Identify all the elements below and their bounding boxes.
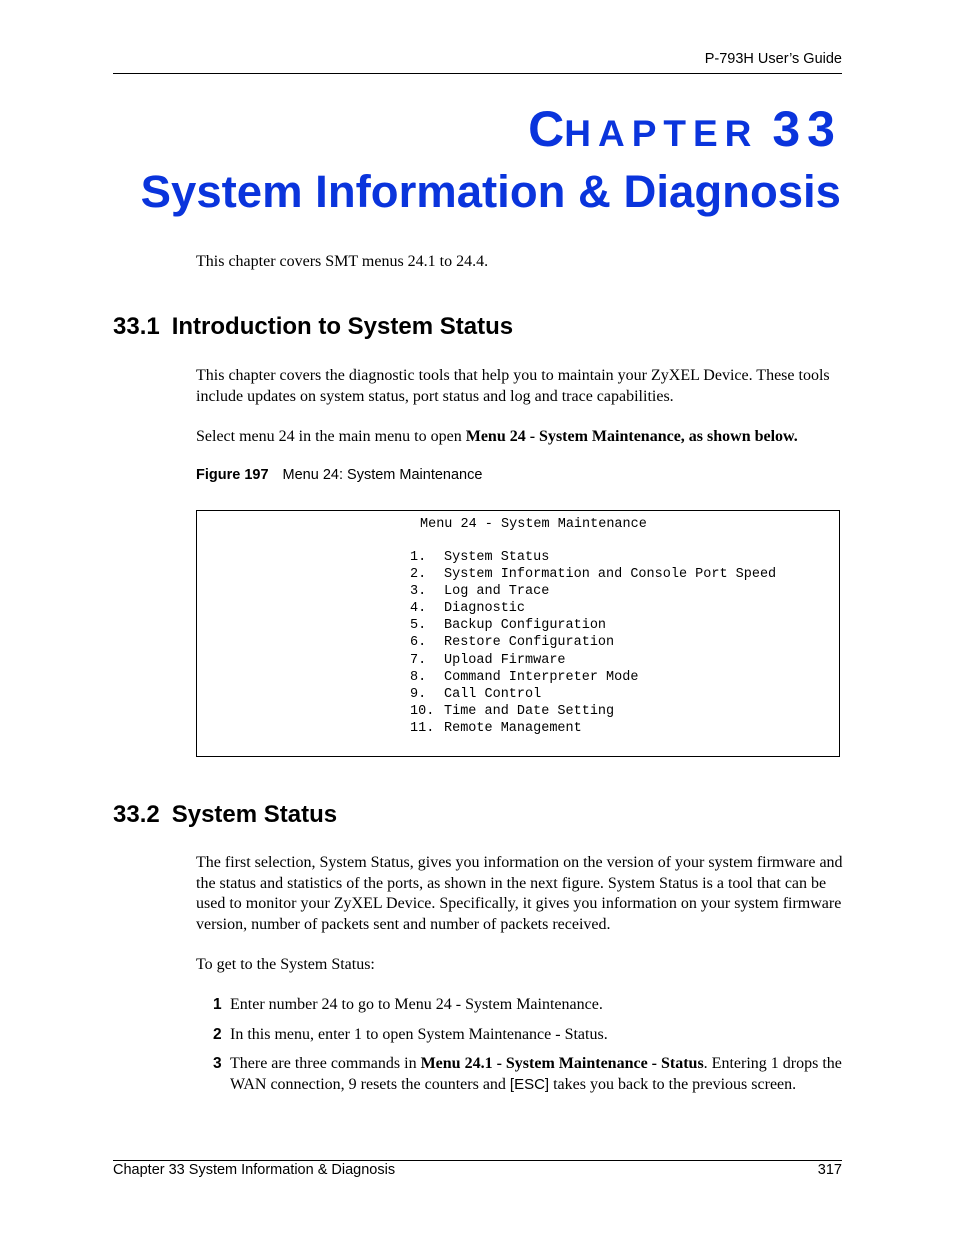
figure-caption-text: Menu 24: System Maintenance [282, 467, 483, 483]
section-heading-33-1 [113, 313, 513, 341]
menu-item-label: Restore Configuration [444, 635, 615, 651]
menu-item-label: System Information and Console Port Speed [444, 567, 777, 583]
step-text: Enter number 24 to go to Menu 24 - System Maintenance. [230, 996, 603, 1013]
footer-page-number: 317 [817, 1162, 842, 1178]
step-text [230, 1054, 845, 1095]
menu-item [410, 669, 776, 686]
menu-item-number: 9. [410, 686, 427, 702]
section-title: Introduction to System Status [171, 313, 514, 340]
section2-paragraph-2: To get to the System Status: [196, 956, 375, 973]
menu-item-number: 4. [410, 601, 427, 617]
section-number: 33.2 [113, 801, 160, 828]
step-text-part: takes you back to the previous screen. [549, 1075, 797, 1093]
step-number: 1 [213, 996, 222, 1013]
section-number: 33.1 [113, 313, 160, 340]
menu-item-number: 7. [410, 652, 427, 668]
section1-paragraph-2 [196, 427, 844, 448]
menu-item-label: Backup Configuration [444, 618, 607, 634]
menu-item-label: System Status [444, 550, 550, 565]
menu-item-label: Remote Management [444, 720, 582, 736]
chapter-label-rest: HAPTER [564, 113, 759, 154]
chapter-title: System Information & Diagnosis [140, 166, 841, 217]
section-title: System Status [171, 801, 338, 828]
footer-chapter-text: Chapter 33 System Information & Diagnosis [113, 1162, 396, 1178]
step-text-bold: Menu 24.1 - System Maintenance - Status [420, 1055, 704, 1072]
menu-item [410, 634, 776, 651]
figure-label: Figure 197 [196, 467, 269, 483]
menu-item-number: 8. [410, 669, 427, 685]
menu-item-label: Diagnostic [444, 601, 526, 617]
step-number: 2 [213, 1026, 222, 1043]
section-heading-33-2 [113, 801, 337, 829]
para-bold-text: Menu 24 - System Maintenance, as shown below. [465, 428, 798, 445]
menu-item-number: 6. [410, 635, 427, 651]
menu-item-label: Command Interpreter Mode [444, 669, 639, 685]
menu-item-label: Upload Firmware [444, 652, 566, 668]
menu-item [410, 566, 776, 583]
menu-item-number: 3. [410, 584, 427, 600]
esc-key-label: [ESC] [509, 1075, 550, 1093]
menu-item [410, 617, 776, 634]
step-text-part: . Entering 1 drops the WAN connection, 9 resets the counters and [230, 1055, 842, 1093]
section1-paragraph-1: This chapter covers the diagnostic tools that help you to maintain your ZyXEL Device. These tools include updates on system status, port status and log and trace capabilities. [196, 367, 830, 405]
step-number: 3 [213, 1055, 222, 1072]
menu-item-label: Call Control [444, 686, 542, 702]
menu-item-label: Time and Date Setting [444, 703, 615, 719]
menu-item [410, 720, 776, 737]
intro-paragraph: This chapter covers SMT menus 24.1 to 24.4. [196, 253, 489, 270]
menu-item-number: 1. [410, 550, 427, 565]
running-header-title: P-793H User’s Guide [704, 51, 842, 67]
menu-item [410, 600, 776, 617]
menu-item-number: 10. [410, 703, 435, 719]
menu-item [410, 652, 776, 669]
menu-item [410, 549, 776, 566]
menu-item-list [410, 549, 776, 737]
chapter-label [528, 100, 842, 158]
menu-item [410, 686, 776, 703]
menu-item-number: 2. [410, 567, 427, 583]
section2-paragraph-1: The first selection, System Status, gives you information on the version of your system firmware and the status and statistics of the ports, as shown in the next figure. System Status is a tool that can be used to monitor your ZyXEL Device. Specifically, it gives you information on your system firmware version, number of packets sent and number of packets received. [196, 854, 843, 933]
menu-item-label: Log and Trace [444, 584, 550, 600]
footer-divider [113, 1160, 842, 1161]
menu-item [410, 703, 776, 720]
step-text: In this menu, enter 1 to open System Maintenance - Status. [230, 1026, 608, 1043]
header-divider [113, 73, 842, 74]
menu-item-number: 11. [410, 720, 435, 736]
chapter-number: 33 [772, 101, 842, 157]
menu-title: Menu 24 - System Maintenance [420, 517, 647, 532]
figure-caption [196, 467, 482, 483]
para-text: Select menu 24 in the main menu to open [196, 428, 466, 445]
chapter-label-initial: C [528, 101, 565, 157]
menu-screen-figure [196, 510, 840, 757]
menu-item-number: 5. [410, 618, 427, 634]
step-text-part: There are three commands in [230, 1055, 421, 1072]
menu-item [410, 583, 776, 600]
